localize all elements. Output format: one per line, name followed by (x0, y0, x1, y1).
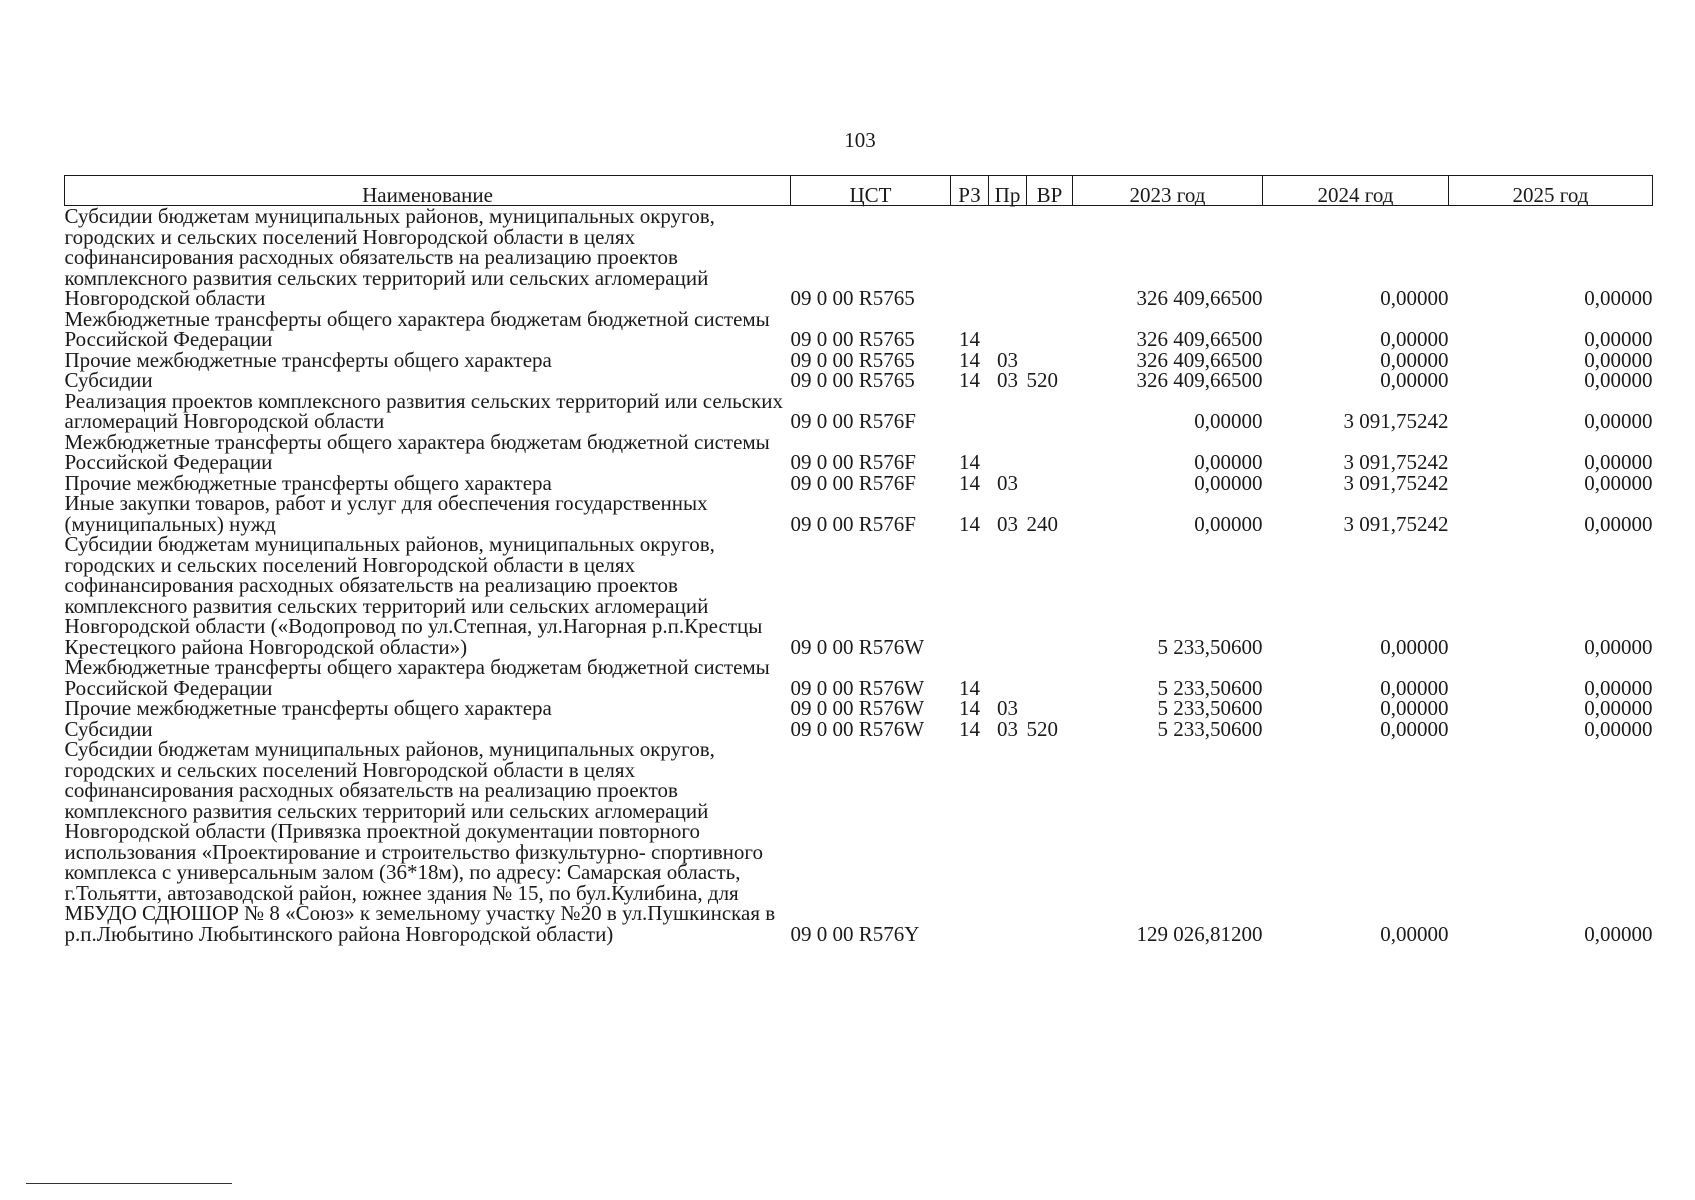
row-cst: 09 0 00 R5765 (790, 327, 915, 351)
row-amount-2025: 0,00000 (1584, 511, 1653, 536)
row-amount-2023: 5 233,50600 (1157, 675, 1263, 700)
row-name: Субсидии бюджетам муниципальных районов, муниципальных округов, городских и сельских поселений Новгородской области в целях софинансирования расходных обязательств на реализацию проектов комплексного развития сельских территорий или сельских агломераций Новгородской области (Привязка проектной документации повторного использования «Проектирование и строительство физкультурно- спортивного комплекса с универсальным залом (36*18м), по адресу: Самарская область, г.Тольятти, автозаводской район, южнее здания № 15, по бул.Кулибина, для МБУДО СДЮШОР № 8 «Союз» к земельному участку №20 в ул.Пушкинская в р.п.Любытино Любытинского района Новгородской области) (64, 737, 776, 946)
table-row (65, 698, 1653, 719)
table-row (65, 370, 1653, 391)
row-pr (989, 432, 1027, 473)
header-rz: РЗ (951, 176, 989, 206)
row-name: Прочие межбюджетные трансферты общего характера (64, 347, 552, 372)
row-cst: 09 0 00 R576F (790, 511, 916, 536)
row-name: Субсидии (64, 368, 153, 392)
row-amount-2025: 0,00000 (1584, 347, 1653, 372)
row-name: Иные закупки товаров, работ и услуг для обеспечения государственных (муниципальных) нужд (64, 491, 708, 536)
row-amount-2025: 0,00000 (1584, 696, 1653, 720)
row-vr (1027, 432, 1073, 473)
table-row (65, 309, 1653, 350)
row-amount-2025: 0,00000 (1584, 716, 1653, 741)
row-amount-2023: 0,00000 (1194, 409, 1263, 433)
row-rz: 14 (959, 511, 980, 536)
row-amount-2025: 0,00000 (1584, 921, 1653, 946)
row-cst: 09 0 00 R576F (790, 470, 916, 495)
row-vr (1027, 206, 1073, 309)
table-row (65, 391, 1653, 432)
row-vr (1027, 309, 1073, 350)
row-amount-2023: 326 409,66500 (1136, 327, 1263, 351)
row-pr: 03 (997, 470, 1018, 495)
header-vr: ВР (1027, 176, 1073, 206)
header-2023: 2023 год (1073, 176, 1263, 206)
row-amount-2025: 0,00000 (1584, 450, 1653, 474)
row-amount-2023: 326 409,66500 (1136, 347, 1263, 372)
row-amount-2024: 0,00000 (1380, 286, 1449, 310)
table-row (65, 719, 1653, 740)
row-amount-2023: 5 233,50600 (1157, 634, 1263, 659)
row-cst: 09 0 00 R5765 (790, 286, 915, 310)
row-pr: 03 (997, 716, 1018, 741)
header-name: Наименование (65, 176, 791, 206)
row-amount-2024: 0,00000 (1380, 368, 1449, 392)
row-pr (989, 657, 1027, 698)
row-rz (951, 206, 989, 309)
row-amount-2023: 0,00000 (1194, 450, 1263, 474)
row-rz: 14 (959, 470, 980, 495)
row-cst: 09 0 00 R576W (790, 634, 925, 659)
table-row (65, 493, 1653, 534)
row-rz: 14 (959, 450, 980, 474)
row-vr (1027, 473, 1073, 494)
table-row (65, 739, 1653, 944)
row-rz: 14 (959, 327, 980, 351)
row-vr (1027, 350, 1073, 371)
table-row (65, 206, 1653, 309)
row-name: Прочие межбюджетные трансферты общего характера (64, 696, 552, 720)
row-vr (1027, 534, 1073, 657)
row-cst: 09 0 00 R576Y (790, 921, 920, 946)
row-amount-2023: 326 409,66500 (1136, 286, 1263, 310)
row-amount-2025: 0,00000 (1584, 470, 1653, 495)
row-amount-2023: 129 026,81200 (1136, 921, 1263, 946)
row-cst: 09 0 00 R5765 (790, 368, 915, 392)
row-name: Реализация проектов комплексного развития сельских территорий или сельских агломераций Новгородской области (64, 388, 784, 433)
row-cst: 09 0 00 R5765 (790, 347, 915, 372)
row-name: Межбюджетные трансферты общего характера бюджетам бюджетной системы Российской Федерации (64, 429, 770, 474)
row-amount-2025: 0,00000 (1584, 368, 1653, 392)
row-pr: 03 (997, 696, 1018, 720)
row-vr (1027, 698, 1073, 719)
row-pr (989, 206, 1027, 309)
row-name: Субсидии бюджетам муниципальных районов, муниципальных округов, городских и сельских поселений Новгородской области в целях софинансирования расходных обязательств на реализацию проектов комплексного развития сельских территорий или сельских агломераций Новгородской области (64, 204, 715, 310)
table-row (65, 432, 1653, 473)
row-amount-2024: 3 091,75242 (1343, 470, 1449, 495)
row-amount-2023: 326 409,66500 (1136, 368, 1263, 392)
row-pr: 03 (997, 347, 1018, 372)
header-pr: Пр (989, 176, 1027, 206)
row-amount-2025: 0,00000 (1584, 286, 1653, 310)
row-rz: 14 (959, 347, 980, 372)
row-rz: 14 (959, 368, 980, 392)
row-cst: 09 0 00 R576F (790, 409, 916, 433)
row-amount-2024: 0,00000 (1380, 675, 1449, 700)
row-rz: 14 (959, 716, 980, 741)
table-body (65, 206, 1653, 945)
row-amount-2024: 0,00000 (1380, 327, 1449, 351)
row-name: Межбюджетные трансферты общего характера бюджетам бюджетной системы Российской Федерации (64, 306, 770, 351)
row-vr: 520 (1026, 368, 1058, 392)
row-amount-2024: 0,00000 (1380, 716, 1449, 741)
footnote-rule (26, 1183, 232, 1184)
row-amount-2024: 0,00000 (1380, 921, 1449, 946)
row-amount-2024: 0,00000 (1380, 347, 1449, 372)
row-amount-2025: 0,00000 (1584, 675, 1653, 700)
table-row (65, 657, 1653, 698)
page-number: 103 (844, 128, 876, 152)
row-amount-2025: 0,00000 (1584, 327, 1653, 351)
row-cst: 09 0 00 R576W (790, 696, 925, 720)
row-pr: 03 (997, 511, 1018, 536)
row-cst: 09 0 00 R576W (790, 675, 925, 700)
row-rz: 14 (959, 696, 980, 720)
table-row (65, 350, 1653, 371)
row-vr (1027, 739, 1073, 944)
row-name: Межбюджетные трансферты общего характера бюджетам бюджетной системы Российской Федерации (64, 655, 770, 700)
row-vr (1027, 391, 1073, 432)
row-amount-2023: 0,00000 (1194, 470, 1263, 495)
row-pr (989, 391, 1027, 432)
row-amount-2024: 3 091,75242 (1343, 511, 1449, 536)
row-name: Субсидии (64, 716, 153, 741)
row-amount-2025: 0,00000 (1584, 634, 1653, 659)
row-vr: 240 (1026, 511, 1058, 536)
row-rz (951, 534, 989, 657)
row-amount-2023: 0,00000 (1194, 511, 1263, 536)
table-header-row (65, 176, 1653, 206)
header-2025: 2025 год (1449, 176, 1653, 206)
row-amount-2025: 0,00000 (1584, 409, 1653, 433)
row-pr (989, 309, 1027, 350)
row-pr (989, 739, 1027, 944)
table-row (65, 473, 1653, 494)
row-amount-2023: 5 233,50600 (1157, 716, 1263, 741)
row-cst: 09 0 00 R576W (790, 716, 925, 741)
row-pr: 03 (997, 368, 1018, 392)
row-name: Субсидии бюджетам муниципальных районов, муниципальных округов, городских и сельских поселений Новгородской области в целях софинансирования расходных обязательств на реализацию проектов комплексного развития сельских территорий или сельских агломераций Новгородской области («Водопровод по ул.Степная, ул.Нагорная р.п.Крестцы Крестецкого района Новгородской области») (64, 532, 763, 659)
row-rz: 14 (959, 675, 980, 700)
row-amount-2024: 3 091,75242 (1343, 450, 1449, 474)
row-pr (989, 534, 1027, 657)
table-row (65, 534, 1653, 657)
row-amount-2024: 0,00000 (1380, 696, 1449, 720)
row-amount-2023: 5 233,50600 (1157, 696, 1263, 720)
row-cst: 09 0 00 R576F (790, 450, 916, 474)
row-vr: 520 (1026, 716, 1058, 741)
row-name: Прочие межбюджетные трансферты общего характера (64, 470, 552, 495)
row-rz (951, 739, 989, 944)
row-amount-2024: 3 091,75242 (1343, 409, 1449, 433)
row-vr (1027, 657, 1073, 698)
budget-table (64, 175, 1653, 944)
row-amount-2024: 0,00000 (1380, 634, 1449, 659)
row-rz (951, 391, 989, 432)
header-2024: 2024 год (1263, 176, 1449, 206)
header-cst: ЦСТ (791, 176, 951, 206)
